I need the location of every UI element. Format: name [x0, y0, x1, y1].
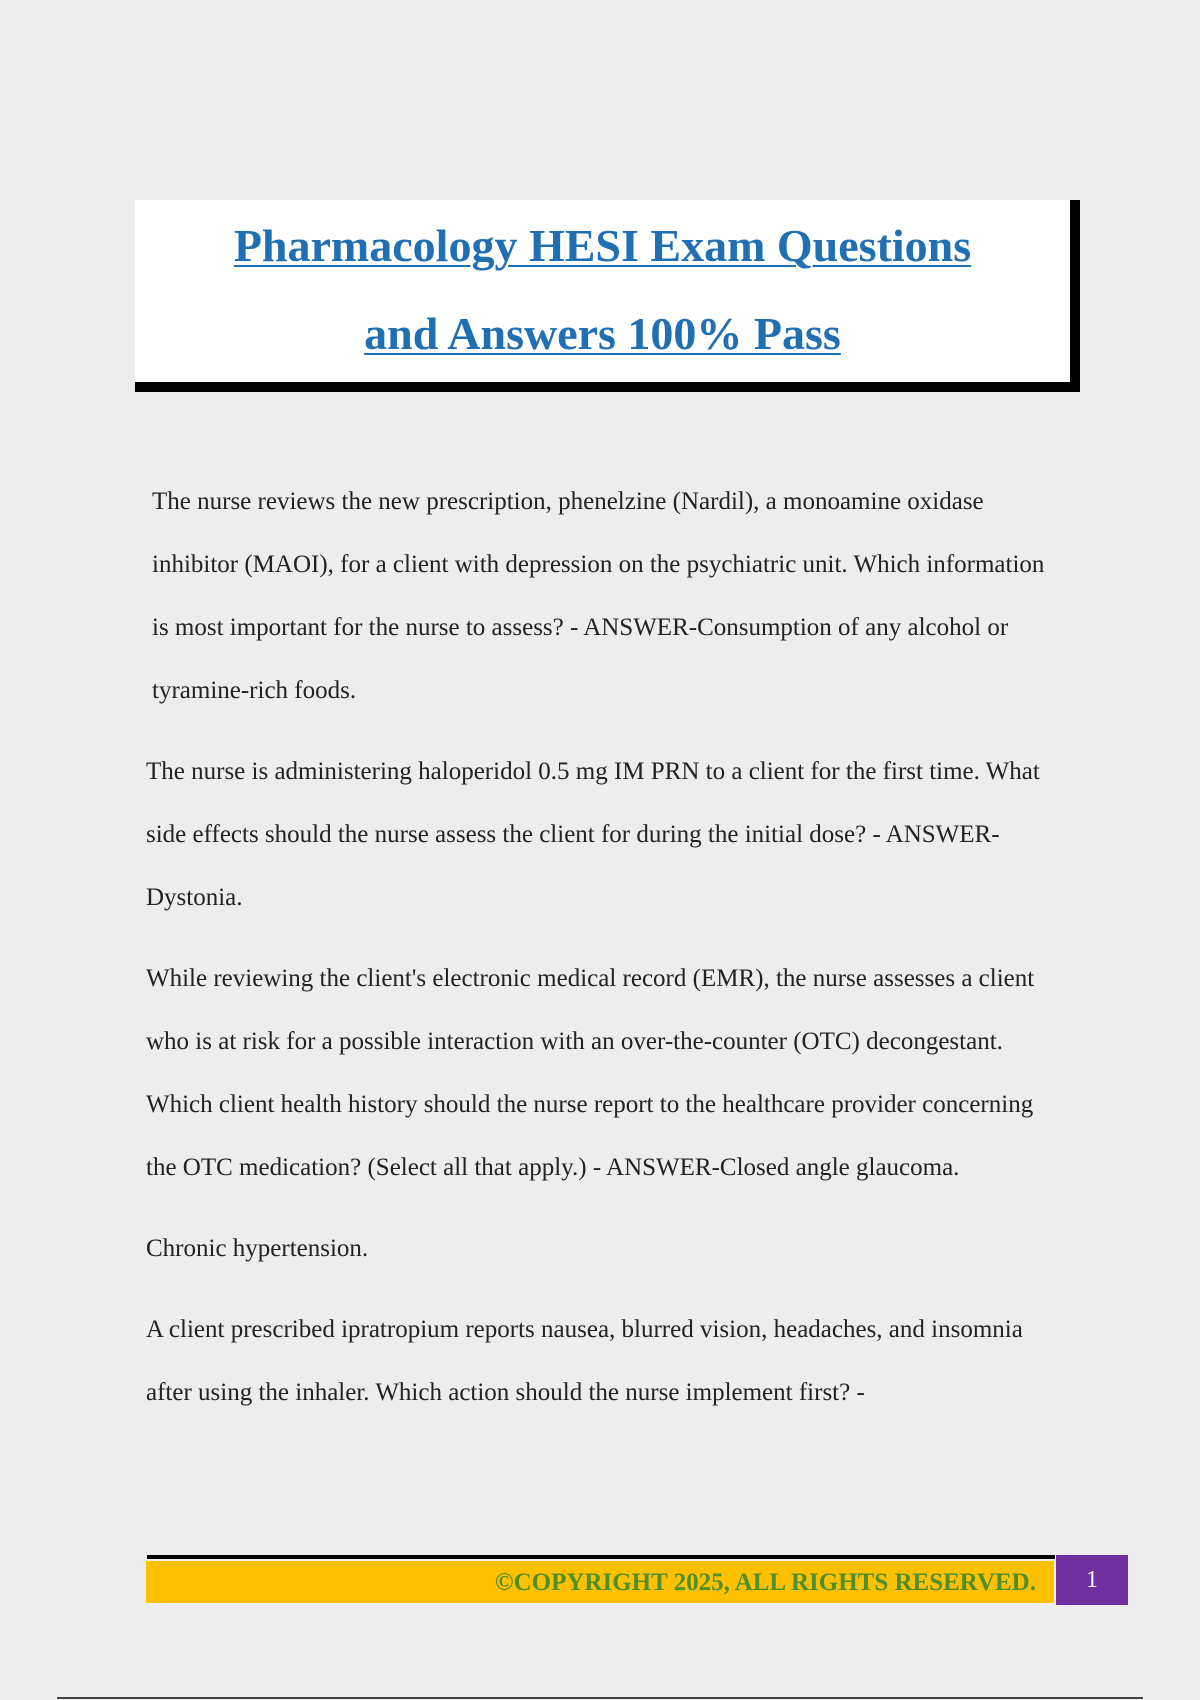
copyright-notice: ©COPYRIGHT 2025, ALL RIGHTS RESERVED.	[494, 1569, 1036, 1596]
paragraph-question-3: While reviewing the client's electronic medical record (EMR), the nurse assesses a client who is at risk for a possible interaction with an over-the-counter (OTC) decongestant. Which client health history should the nurse report to the healthcare provider concerning the OTC medication? (Select all that apply.) - ANSWER-Closed angle glaucoma.	[146, 965, 1035, 1181]
document-title-line-1: Pharmacology HESI Exam Questions	[233, 220, 972, 271]
document-title-line-2: and Answers 100% Pass	[364, 308, 841, 359]
footer-divider	[147, 1555, 1055, 1559]
page-number: 1	[1056, 1555, 1128, 1605]
document-body	[146, 470, 1066, 1442]
paragraph-question-2: The nurse is administering haloperidol 0.5 mg IM PRN to a client for the first time. What side effects should the nurse assess the client for during the initial dose? - ANSWER-Dystonia.	[146, 758, 1040, 911]
footer-bar	[146, 1561, 1054, 1603]
paragraph-answer-continuation: Chronic hypertension.	[146, 1235, 369, 1262]
paragraph-question-4: A client prescribed ipratropium reports nausea, blurred vision, headaches, and insomnia after using the inhaler. Which action should the nurse implement first? -	[146, 1316, 1023, 1406]
title-box	[135, 200, 1080, 392]
paragraph-question-1: The nurse reviews the new prescription, phenelzine (Nardil), a monoamine oxidase inhibitor (MAOI), for a client with depression on the psychiatric unit. Which information is most important for the nurse to assess? - ANSWER-Consumption of any alcohol or tyramine-rich foods.	[152, 488, 1045, 704]
page-bottom-divider	[57, 1697, 1143, 1699]
